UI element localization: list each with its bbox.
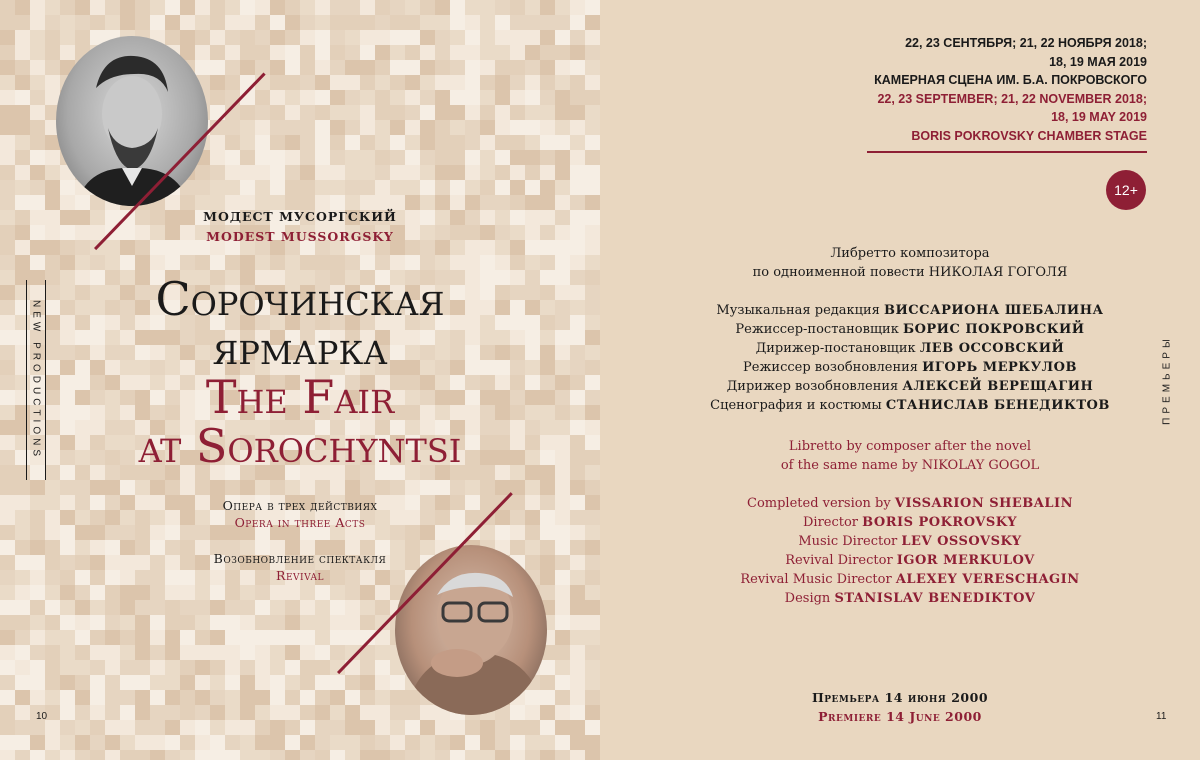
premiere-en: Premiere 14 June 2000 bbox=[818, 709, 982, 724]
title-en-line-2: at Sorochyntsi bbox=[138, 419, 462, 473]
title-ru-line-1: Сорочинская bbox=[155, 272, 445, 326]
credit-name: АЛЕКСЕЙ ВЕРЕЩАГИН bbox=[902, 379, 1094, 394]
credit-role: Режиссер возобновления bbox=[743, 360, 923, 375]
credit-row bbox=[660, 570, 1160, 589]
revival-en: Revival bbox=[276, 568, 324, 583]
revival-block bbox=[160, 550, 440, 584]
libretto-en-line-2-text: of the same name by bbox=[780, 458, 922, 473]
credit-role: Director bbox=[802, 515, 863, 530]
credit-role: Режиссер-постановщик bbox=[735, 322, 903, 337]
side-label-premieres bbox=[1157, 320, 1177, 440]
libretto-en-author: NIKOLAY GOGOL bbox=[921, 458, 1040, 473]
page-number-right: 11 bbox=[1156, 711, 1167, 722]
credit-role: Revival Director bbox=[785, 553, 897, 568]
libretto-ru-line-2 bbox=[660, 263, 1160, 282]
credit-role: Сценография и костюмы bbox=[710, 398, 886, 413]
credit-row bbox=[660, 513, 1160, 532]
premiere-block bbox=[770, 688, 1030, 726]
title-en-line-1: The Fair bbox=[205, 370, 395, 424]
credit-row bbox=[660, 396, 1160, 415]
credit-role: Music Director bbox=[798, 534, 902, 549]
libretto-ru-author: НИКОЛАЯ ГОГОЛЯ bbox=[928, 265, 1068, 280]
credit-name: СТАНИСЛАВ БЕНЕДИКТОВ bbox=[885, 398, 1110, 413]
performance-dates bbox=[747, 34, 1147, 145]
credit-row bbox=[660, 551, 1160, 570]
credit-row bbox=[660, 358, 1160, 377]
composer-name-en: MODEST MUSSORGSKY bbox=[206, 229, 394, 244]
venue-en: BORIS POKROVSKY CHAMBER STAGE bbox=[911, 128, 1147, 143]
credit-name: BORIS POKROVSKY bbox=[862, 515, 1018, 530]
credits-en-list bbox=[660, 494, 1160, 608]
libretto-ru-line-2-text: по одноименной повести bbox=[752, 265, 929, 280]
credit-role: Дирижер возобновления bbox=[726, 379, 903, 394]
credit-name: ЛЕВ ОССОВСКИЙ bbox=[919, 341, 1065, 356]
composer-portrait bbox=[56, 36, 208, 206]
credits-ru-list bbox=[660, 301, 1160, 415]
genre-en: Opera in three Acts bbox=[234, 515, 366, 530]
credit-name: ALEXEY VERESCHAGIN bbox=[895, 572, 1080, 587]
credit-row bbox=[660, 532, 1160, 551]
credit-name: IGOR MERKULOV bbox=[896, 553, 1035, 568]
credit-name: VISSARION SHEBALIN bbox=[894, 496, 1073, 511]
credit-row bbox=[660, 339, 1160, 358]
credit-name: БОРИС ПОКРОВСКИЙ bbox=[902, 322, 1085, 337]
opera-title bbox=[40, 272, 560, 473]
credit-role: Revival Music Director bbox=[740, 572, 896, 587]
revival-ru: Возобновление спектакля bbox=[213, 551, 387, 566]
composer-portrait-image bbox=[56, 36, 208, 206]
credit-row bbox=[660, 320, 1160, 339]
composer-block bbox=[150, 207, 450, 247]
dates-ru-line-2: 18, 19 МАЯ 2019 bbox=[1049, 54, 1147, 69]
dates-ru-line-1: 22, 23 СЕНТЯБРЯ; 21, 22 НОЯБРЯ 2018; bbox=[905, 36, 1147, 50]
credit-role: Музыкальная редакция bbox=[716, 303, 885, 318]
age-rating-badge: 12+ bbox=[1106, 170, 1146, 210]
genre-block bbox=[160, 497, 440, 531]
title-ru-line-2: ярмарка bbox=[212, 321, 388, 375]
credit-role: Design bbox=[784, 591, 835, 606]
side-label-premieres-text: ПРЕМЬЕРЫ bbox=[1161, 335, 1173, 425]
genre-ru: Опера в трех действиях bbox=[222, 498, 378, 513]
dates-en-line-1: 22, 23 SEPTEMBER; 21, 22 NOVEMBER 2018; bbox=[877, 91, 1147, 106]
libretto-en-line-2 bbox=[660, 456, 1160, 475]
credit-row bbox=[660, 589, 1160, 608]
dates-underline bbox=[867, 151, 1147, 153]
libretto-ru bbox=[660, 244, 1160, 282]
side-label-text: NEW PRODUCTIONS bbox=[30, 300, 42, 460]
credit-row bbox=[660, 494, 1160, 513]
libretto-en-line-1: Libretto by composer after the novel bbox=[788, 439, 1032, 454]
composer-name-ru: МОДЕСТ МУСОРГСКИЙ bbox=[203, 209, 397, 224]
credit-name: ВИССАРИОНА ШЕБАЛИНА bbox=[884, 303, 1104, 318]
page-number-left: 10 bbox=[36, 711, 48, 722]
premiere-ru: Премьера 14 июня 2000 bbox=[811, 690, 989, 705]
credit-row bbox=[660, 301, 1160, 320]
credit-role: Дирижер-постановщик bbox=[755, 341, 920, 356]
credit-name: ИГОРЬ МЕРКУЛОВ bbox=[922, 360, 1077, 375]
libretto-en bbox=[660, 437, 1160, 475]
venue-ru: КАМЕРНАЯ СЦЕНА ИМ. Б.А. ПОКРОВСКОГО bbox=[874, 73, 1147, 87]
credit-name: STANISLAV BENEDIKTOV bbox=[834, 591, 1036, 606]
credit-role: Completed version by bbox=[747, 496, 895, 511]
libretto-ru-line-1: Либретто композитора bbox=[830, 246, 990, 261]
credit-row bbox=[660, 377, 1160, 396]
credit-name: LEV OSSOVSKY bbox=[901, 534, 1022, 549]
dates-en-line-2: 18, 19 MAY 2019 bbox=[1051, 110, 1147, 124]
